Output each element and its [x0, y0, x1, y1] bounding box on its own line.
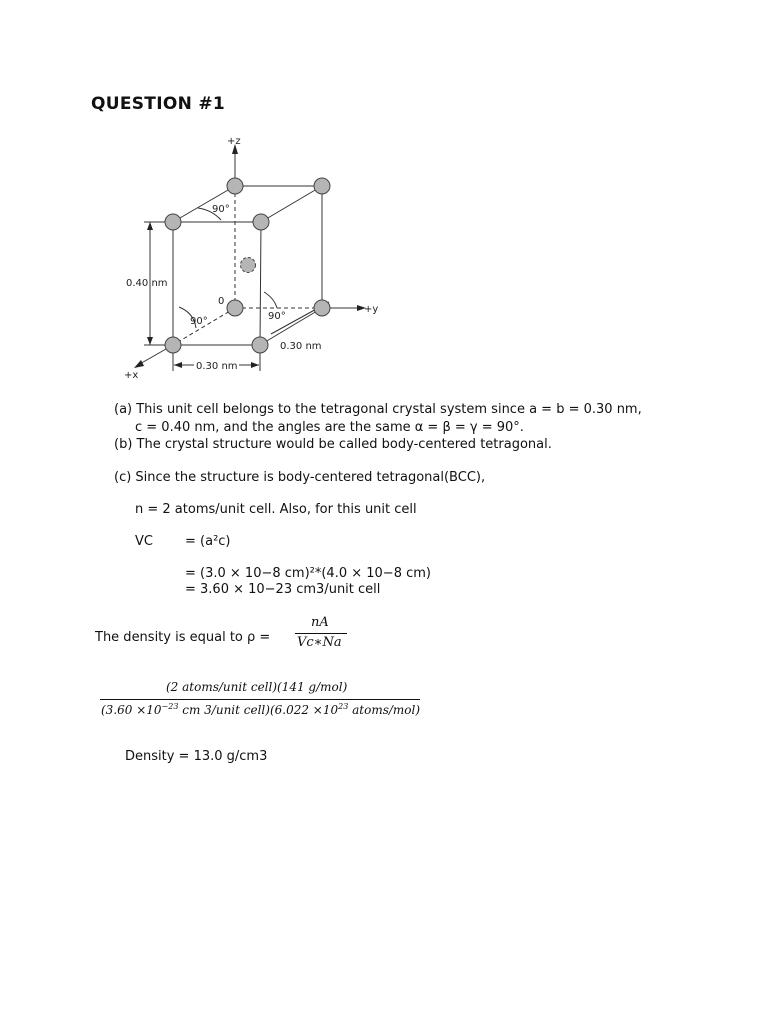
- density-result: Density = 13.0 g/cm3: [125, 749, 268, 764]
- axis-x-label: +x: [124, 370, 139, 381]
- calc-numerator: (2 atoms/unit cell)(141 g/mol): [166, 680, 348, 694]
- axis-y-label: +y: [364, 304, 379, 315]
- unit-cell-figure: [114, 128, 384, 388]
- answer-c: (c) Since the structure is body-centered tetragonal(BCC),: [114, 470, 486, 485]
- vc-equation-1: = (a²c): [185, 534, 231, 549]
- dimension-c-label: 0.40 nm: [126, 278, 168, 289]
- calc-den-part2: cm 3/unit cell)(6.022 ×10: [178, 703, 339, 717]
- page-title: QUESTION #1: [91, 94, 226, 114]
- dimension-b-label: 0.30 nm: [280, 341, 322, 352]
- calc-den-exp1: −23: [161, 702, 179, 711]
- vc-equation-2: = (3.0 × 10−8 cm)²*(4.0 × 10−8 cm): [185, 566, 431, 581]
- angle-top-label: 90°: [212, 204, 230, 215]
- calc-den-part1: (3.60 ×10: [101, 703, 162, 717]
- origin-label: 0: [218, 296, 225, 307]
- calc-denominator: [101, 702, 420, 717]
- vc-equation-3: = 3.60 × 10−23 cm3/unit cell: [185, 582, 381, 597]
- atoms-per-cell: n = 2 atoms/unit cell. Also, for this unit cell: [135, 502, 417, 517]
- density-denominator: Vc∗Na: [297, 635, 342, 650]
- angle-left-label: 90°: [190, 316, 208, 327]
- axis-z-label: +z: [227, 136, 241, 147]
- vc-label: VC: [135, 534, 153, 549]
- calc-den-exp2: 23: [338, 702, 349, 711]
- calc-den-part3: atoms/mol): [348, 703, 421, 717]
- answer-a-line2: c = 0.40 nm, and the angles are the same α = β = γ = 90°.: [135, 420, 524, 435]
- answer-b: (b) The crystal structure would be called body-centered tetragonal.: [114, 437, 552, 452]
- calc-fraction-bar: [100, 699, 420, 700]
- dimension-a-label: 0.30 nm: [196, 361, 238, 372]
- density-fraction-bar: [295, 633, 347, 634]
- answer-a-line1: (a) This unit cell belongs to the tetragonal crystal system since a = b = 0.30 nm,: [114, 402, 642, 417]
- density-numerator: nA: [311, 615, 329, 630]
- angle-right-label: 90°: [268, 311, 286, 322]
- density-lead: The density is equal to ρ =: [95, 630, 271, 645]
